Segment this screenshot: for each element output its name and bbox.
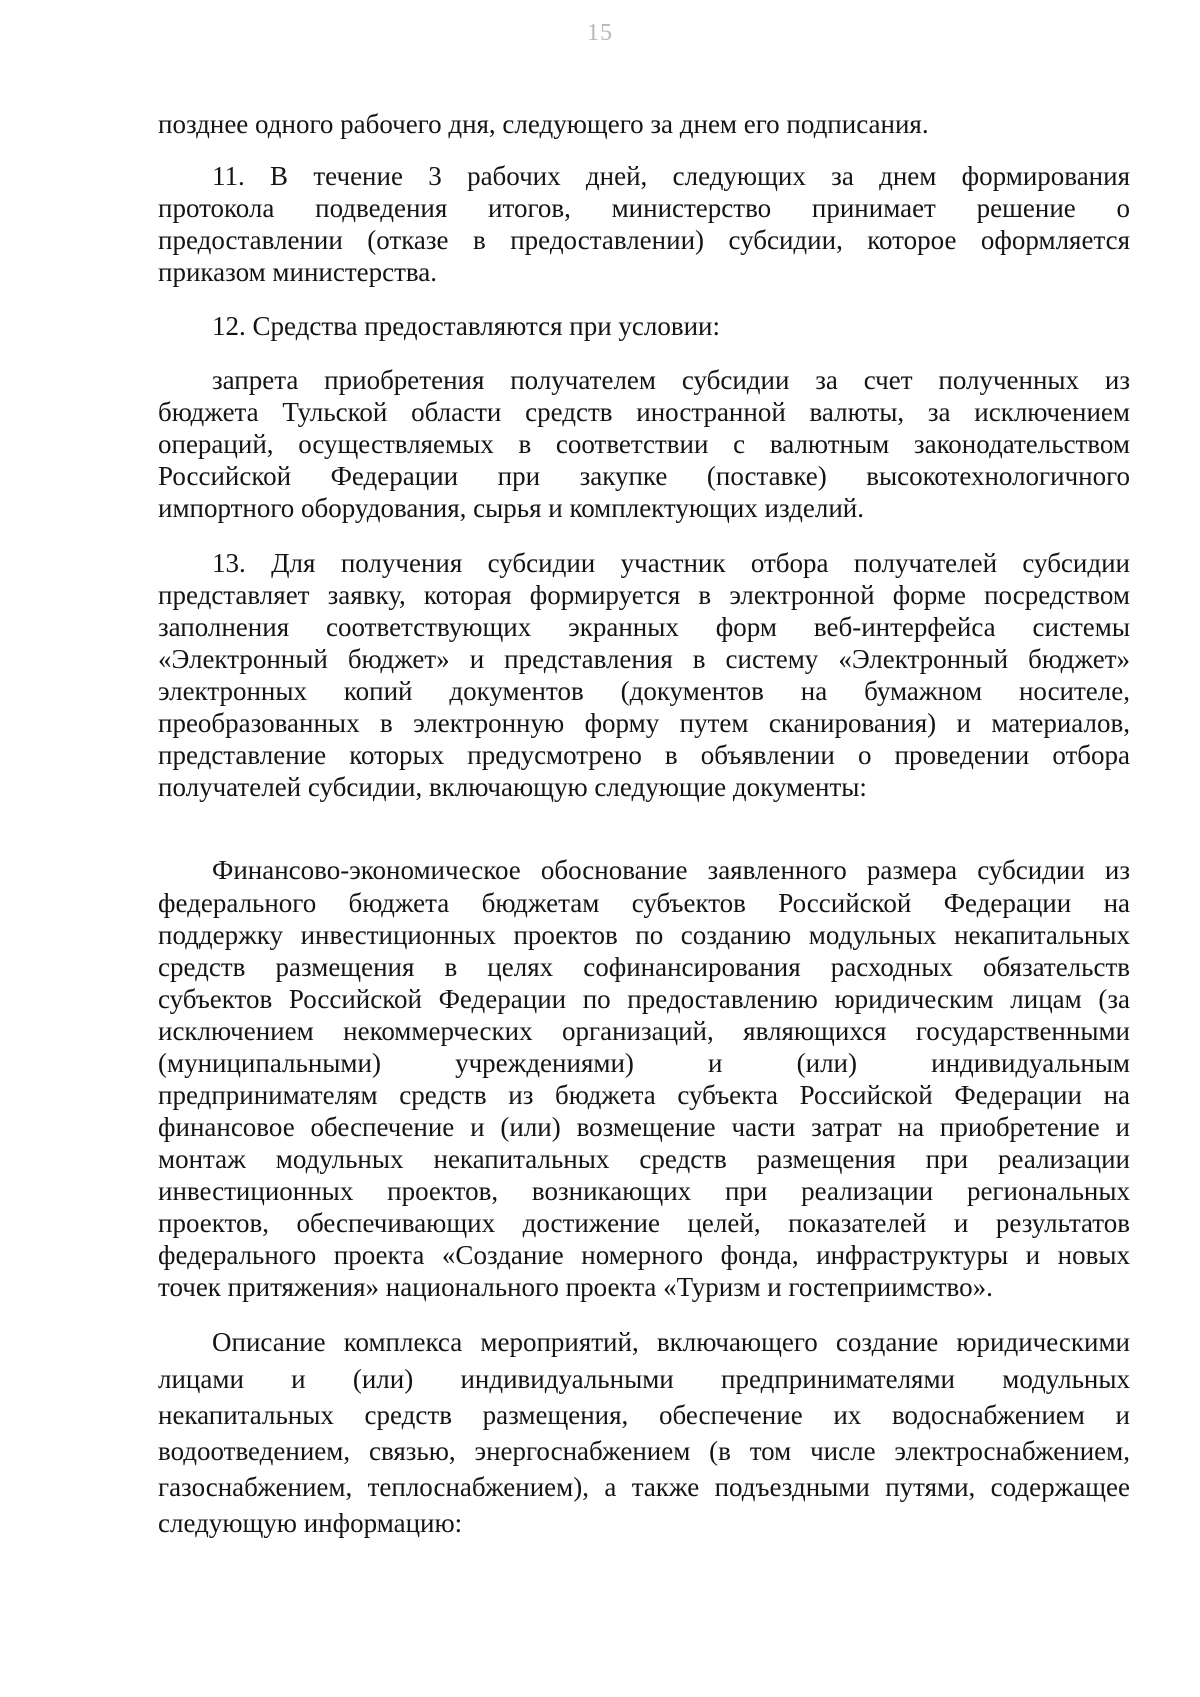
page-number: 15 <box>587 20 613 46</box>
paragraph-line: 12. Средства предоставляются при условии: <box>212 311 721 341</box>
paragraph-line: следующую информацию: <box>158 1508 463 1538</box>
paragraph-line: Российской Федерации при закупке (поставке) высокотехнологичного <box>158 461 1130 491</box>
paragraph-line: финансовое обеспечение и (или) возмещение части затрат на приобретение и <box>158 1112 1130 1142</box>
paragraph-line: проектов, обеспечивающих достижение целей, показателей и результатов <box>158 1208 1130 1238</box>
paragraph-line: водоотведением, связью, энергоснабжением (в том числе электроснабжением, <box>158 1436 1130 1466</box>
paragraph-line: предоставлении (отказе в предоставлении) субсидии, которое оформляется <box>158 225 1130 255</box>
paragraph-line: федерального проекта «Создание номерного фонда, инфраструктуры и новых <box>158 1240 1130 1270</box>
paragraph-line: запрета приобретения получателем субсидии за счет полученных из <box>212 365 1130 395</box>
paragraph-line: «Электронный бюджет» и представления в систему «Электронный бюджет» <box>158 644 1130 674</box>
paragraph-line: точек притяжения» национального проекта «Туризм и гостеприимство». <box>158 1272 993 1302</box>
paragraph-line: (муниципальными) учреждениями) и (или) индивидуальным <box>158 1048 1130 1078</box>
paragraph-line: субъектов Российской Федерации по предоставлению юридическим лицам (за <box>158 984 1130 1014</box>
paragraph-line: лицами и (или) индивидуальными предпринимателями модульных <box>158 1364 1130 1394</box>
paragraph-line: средств размещения в целях софинансирования расходных обязательств <box>158 952 1130 982</box>
paragraph-line: представление которых предусмотрено в объявлении о проведении отбора <box>158 740 1130 770</box>
paragraph-line: поддержку инвестиционных проектов по созданию модульных некапитальных <box>158 920 1130 950</box>
paragraph-line: получателей субсидии, включающую следующие документы: <box>158 772 867 802</box>
paragraph-line: Финансово-экономическое обоснование заявленного размера субсидии из <box>212 855 1130 885</box>
paragraph-line: некапитальных средств размещения, обеспечение их водоснабжением и <box>158 1400 1130 1430</box>
paragraph-line: бюджета Тульской области средств иностранной валюты, за исключением <box>158 397 1130 427</box>
paragraph-line: позднее одного рабочего дня, следующего за днем его подписания. <box>158 109 929 139</box>
paragraph-line: федерального бюджета бюджетам субъектов Российской Федерации на <box>158 888 1130 918</box>
paragraph-line: представляет заявку, которая формируется в электронной форме посредством <box>158 580 1130 610</box>
paragraph-line: 13. Для получения субсидии участник отбора получателей субсидии <box>212 548 1130 578</box>
paragraph-line: 11. В течение 3 рабочих дней, следующих за днем формирования <box>212 161 1130 191</box>
paragraph-line: предпринимателям средств из бюджета субъекта Российской Федерации на <box>158 1080 1130 1110</box>
paragraph-line: газоснабжением, теплоснабжением), а также подъездными путями, содержащее <box>158 1472 1130 1502</box>
paragraph-line: электронных копий документов (документов на бумажном носителе, <box>158 676 1130 706</box>
paragraph-line: исключением некоммерческих организаций, являющихся государственными <box>158 1016 1130 1046</box>
paragraph-line: протокола подведения итогов, министерство принимает решение о <box>158 193 1130 223</box>
paragraph-line: инвестиционных проектов, возникающих при реализации региональных <box>158 1176 1130 1206</box>
paragraph-line: монтаж модульных некапитальных средств размещения при реализации <box>158 1144 1130 1174</box>
paragraph-line: Описание комплекса мероприятий, включающего создание юридическими <box>212 1327 1130 1357</box>
paragraph-line: операций, осуществляемых в соответствии с валютным законодательством <box>158 429 1130 459</box>
paragraph-line: заполнения соответствующих экранных форм веб-интерфейса системы <box>158 612 1130 642</box>
paragraph-line: преобразованных в электронную форму путем сканирования) и материалов, <box>158 708 1130 738</box>
paragraph-line: импортного оборудования, сырья и комплектующих изделий. <box>158 493 865 523</box>
paragraph-line: приказом министерства. <box>158 257 438 287</box>
